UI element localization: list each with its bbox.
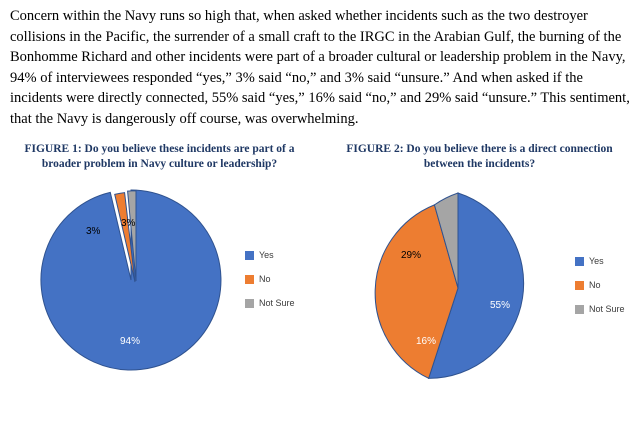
figure-2-legend-item-no [575,280,625,290]
body-paragraph: Concern within the Navy runs so high that, when asked whether incidents such as the two destroyer collisions in the Pacific, the surrender of a small craft to the IRGC in the Arabian Gulf, the burning of the Bonhomme Richard and other incidents were part of a broader cultural or leadership problem in the Navy, 94% of interviewees responded “yes,” 3% said “no,” and 3% said “unsure.” And when asked if the incidents were directly connected, 55% said “yes,” 16% said “no,” and 29% said “unsure.” This sentiment, that the Navy is dangerously off course, was overwhelming. [10,8,630,127]
figure-2 [320,138,639,428]
figure-1-title [15,138,305,172]
legend-swatch-not-sure-icon [245,299,254,308]
figure-1-label-not-sure: 3% [121,218,136,229]
legend-swatch-no-icon [245,275,254,284]
figure-2-label-no: 16% [416,336,437,347]
figure-2-label-not-sure: 29% [401,250,422,261]
figure-1-chart-area [0,178,319,428]
figure-1 [0,138,319,428]
figure-2-chart-area [320,178,639,428]
figure-2-pie [358,188,558,388]
figure-1-legend-label-yes: Yes [259,250,274,260]
figure-2-title-line1: FIGURE 2: Do you believe there is a direct connection [346,143,613,155]
figure-1-legend-item-not-sure [245,298,295,308]
figure-1-legend-label-no: No [259,274,271,284]
legend-swatch-not-sure-icon [575,305,584,314]
figure-1-legend [245,250,295,322]
figure-2-label-yes: 55% [490,300,511,311]
figure-1-pie-svg [38,188,228,378]
figure-2-legend [575,256,625,328]
figure-2-title-line2: between the incidents? [423,158,536,170]
figure-2-pie-svg [358,188,558,388]
figure-1-legend-label-not-sure: Not Sure [259,298,295,308]
legend-swatch-yes-icon [245,251,254,260]
figure-1-label-no: 3% [86,226,101,237]
figure-2-legend-label-yes: Yes [589,256,604,266]
legend-swatch-yes-icon [575,257,584,266]
figure-2-legend-item-not-sure [575,304,625,314]
figure-1-title-line2: broader problem in Navy culture or leadership? [41,158,278,170]
figure-2-legend-label-no: No [589,280,601,290]
figure-1-pie [38,188,228,378]
legend-swatch-no-icon [575,281,584,290]
figure-2-legend-item-yes [575,256,625,266]
figure-1-label-yes: 94% [120,336,141,347]
figure-2-title [335,138,625,172]
figure-1-legend-item-no [245,274,295,284]
figures-container [0,138,639,428]
figure-1-legend-item-yes [245,250,295,260]
figure-1-title-line1: FIGURE 1: Do you believe these incidents are part of a [24,143,295,155]
figure-2-legend-label-not-sure: Not Sure [589,304,625,314]
